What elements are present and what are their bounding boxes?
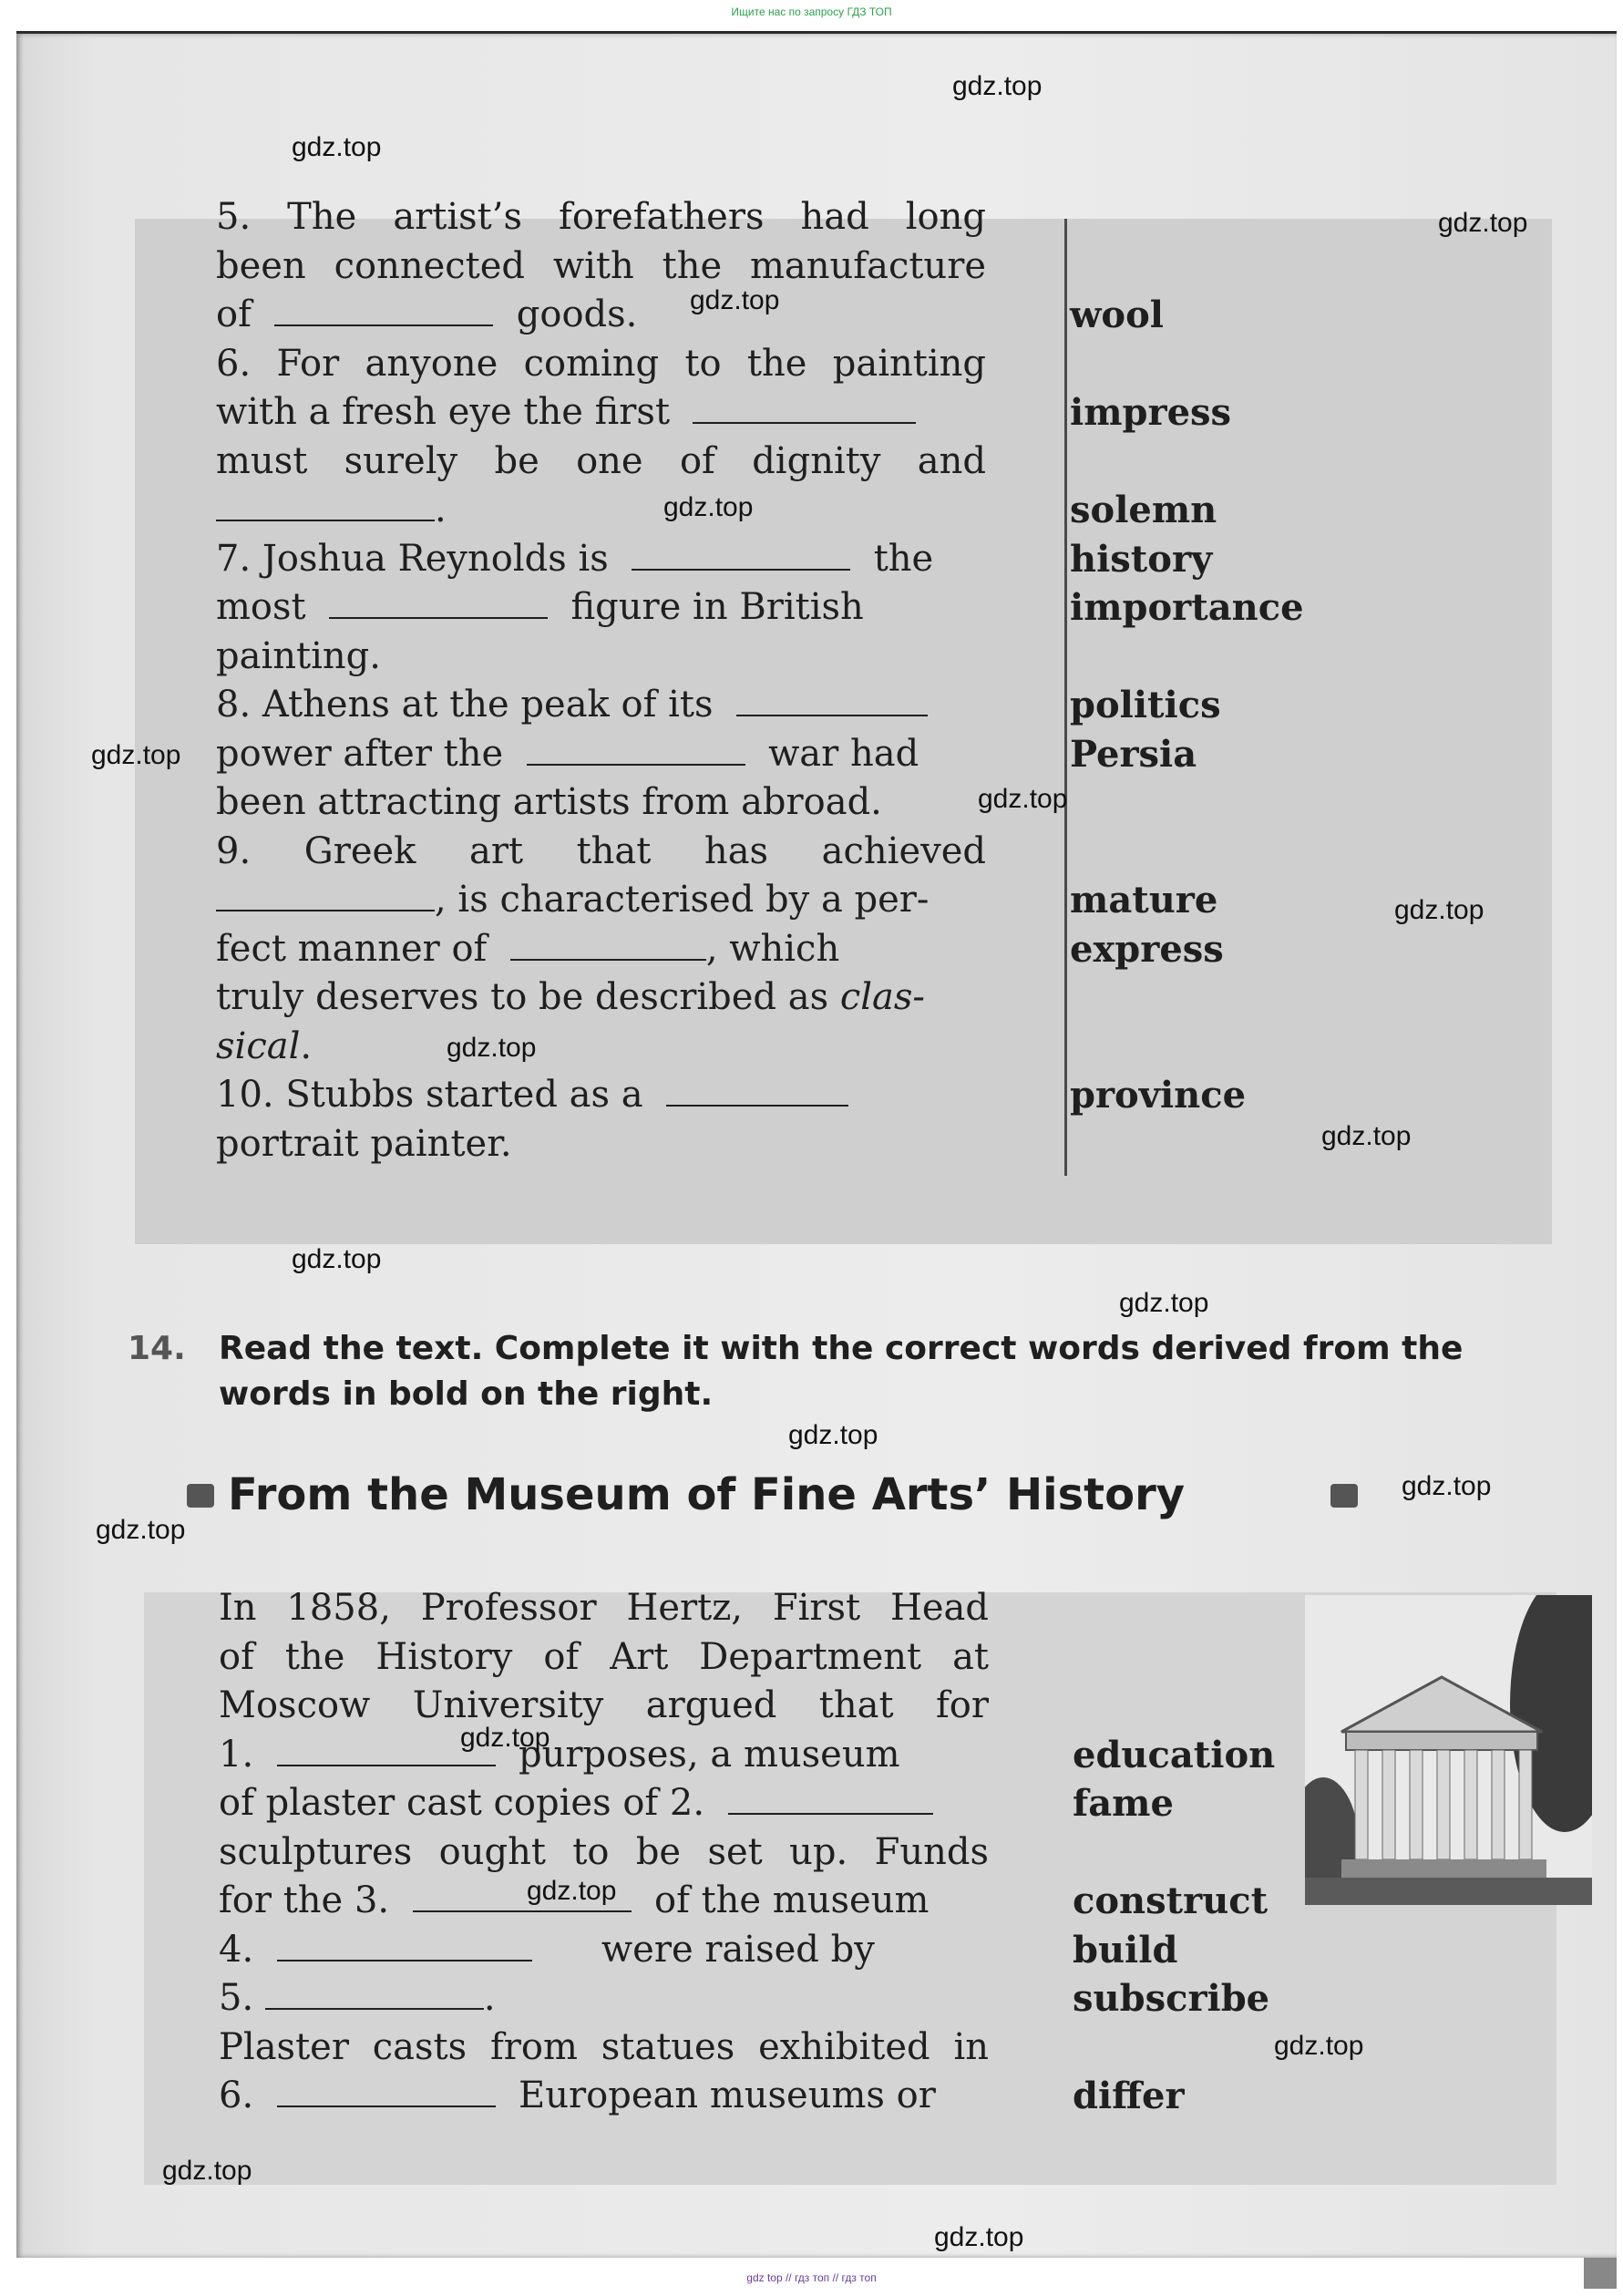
text-row [219,2072,1586,2121]
row-text [219,1779,989,1828]
exercise-row [216,1023,1583,1072]
text-row [219,1828,1586,1878]
row-text [219,1926,989,1975]
base-word: Persia [1070,732,1197,776]
text-before-blank: of plaster cast copies of 2. [219,1782,705,1824]
base-word: wool [1070,293,1164,336]
exercise-row [216,876,1583,925]
watermark: gdz.top [1274,2031,1364,2061]
answer-blank[interactable] [666,1072,848,1107]
task-number: 14. [128,1330,186,1367]
answer-blank[interactable] [216,877,435,911]
exercise-row [216,681,1583,730]
text-after-blank: of the museum [653,1879,930,1921]
text-after-blank: , which [705,927,840,970]
exercise-row [216,340,1583,389]
watermark: gdz.top [1394,895,1484,925]
text-row [219,1779,1586,1828]
row-text [216,925,986,974]
base-word: subscribe [1073,1977,1270,2020]
base-word: politics [1070,684,1221,726]
text-before-blank: with a fresh eye the first [216,391,671,433]
row-text: In 1858, Professor Hertz, First Head [219,1587,989,1629]
row-text [216,535,986,584]
text-after-blank: . [483,1977,496,2019]
text-before-blank: most [216,586,306,628]
row-text: Plaster casts from statues exhibited in [219,2025,989,2068]
base-word: construct [1073,1879,1269,1922]
answer-blank[interactable] [510,926,706,961]
watermark: gdz.top [162,2156,252,2186]
text-after-blank: . [435,489,447,530]
answer-blank[interactable] [693,389,916,424]
watermark: gdz.top [527,1876,617,1906]
row-text [216,291,986,340]
exercise-row [216,438,1583,487]
text-after-blank: war had [768,732,919,775]
row-text [216,1023,986,1072]
text-before-blank: for the 3. [219,1879,390,1921]
text-before-blank: 1. [219,1733,254,1776]
base-word: education [1073,1733,1276,1776]
watermark: gdz.top [663,492,754,522]
answer-blank[interactable] [736,682,928,716]
answer-blank[interactable] [277,1927,532,1961]
base-word: express [1070,927,1224,971]
exercise-row [216,193,1583,242]
watermark: gdz.top [978,784,1068,814]
watermark: gdz.top [952,71,1043,101]
text-row [219,1584,1586,1633]
row-text: 9. Greek art that has achieved [216,829,986,872]
exercise-13-list [216,193,1583,1169]
exercise-row [216,583,1583,633]
text-title-block [228,1467,1412,1522]
watermark: gdz.top [1402,1471,1492,1501]
text-after-blank: the [873,537,934,580]
watermark: gdz.top [292,1244,382,1274]
answer-blank[interactable] [329,584,548,619]
text-before-blank: fect manner of [216,927,488,970]
base-word: province [1070,1074,1247,1117]
base-word: build [1073,1928,1178,1972]
text-before-blank: 5. [219,1977,254,2019]
watermark: gdz.top [1438,208,1528,238]
exercise-row [216,291,1583,340]
base-word: solemn [1070,489,1217,531]
row-text: portrait painter. [216,1122,512,1165]
text-after-blank: , is characterised by a per- [435,879,930,921]
row-text-main: truly deserves to be described as [216,976,829,1018]
text-row [219,1974,1586,2023]
row-text [219,2072,989,2121]
square-bullet-icon [1330,1484,1358,1508]
text-row [219,1633,1586,1683]
row-text [216,486,986,535]
row-text: sculptures ought to be set up. Funds [219,1830,989,1873]
text-row [219,1682,1586,1731]
square-bullet-icon [187,1484,214,1508]
text-before-blank: 10. Stubbs started as a [216,1074,643,1116]
answer-blank[interactable] [274,292,493,326]
exercise-row [216,778,1583,828]
base-word: history [1070,537,1213,581]
answer-blank[interactable] [728,1780,933,1815]
watermark: gdz.top [96,1515,186,1545]
row-text: must surely be one of dignity and [216,439,986,482]
watermark: gdz.top [292,132,382,162]
text-after-blank: goods. [516,293,638,335]
text-before-blank: 7. Joshua Reynolds is [216,537,609,580]
exercise-row [216,486,1583,535]
row-text [219,1731,989,1780]
exercise-row [216,1071,1583,1120]
text-before-blank: of [216,293,252,335]
base-word: differ [1073,2075,1185,2117]
answer-blank[interactable] [632,536,850,571]
exercise-row [216,242,1583,292]
row-text [219,1974,989,2023]
answer-blank[interactable] [265,1975,484,2010]
row-text: Moscow University argued that for [219,1684,989,1726]
text-title: From the Museum of Fine Arts’ History [228,1469,1186,1520]
row-text [216,730,986,779]
text-row [219,1877,1586,1926]
task-instruction: Read the text. Complete it with the correct words derived from the words in bold on the right. [219,1330,1464,1413]
exercise-row [216,828,1583,877]
row-text: of the History of Art Department at [219,1635,989,1678]
row-text: been attracting artists from abroad. [216,781,882,823]
watermark: gdz.top [447,1033,537,1063]
row-text [216,681,986,730]
base-word: impress [1070,391,1232,434]
exercise-row [216,730,1583,779]
watermark: gdz.top [91,740,181,770]
exercise-row [216,925,1583,974]
text-before-blank: 4. [219,1928,254,1971]
answer-blank[interactable] [277,2073,496,2107]
watermark: gdz.top [1119,1288,1209,1318]
italic-word: clas- [839,976,925,1018]
text-after-blank: purposes, a museum [519,1733,900,1776]
watermark: gdz.top [1321,1121,1412,1151]
base-word: fame [1073,1782,1174,1825]
row-text: been connected with the manufacture [216,244,986,287]
exercise-row [216,535,1583,584]
row-text: painting. [216,634,381,677]
footer-note: gdz top // гдз топ // гдз топ [746,2271,877,2284]
header-note: Ищите нас по запросу ГДЗ ТОП [731,5,892,18]
row-text [216,388,986,438]
text-14-list [219,1584,1586,2121]
text-row [219,1731,1586,1780]
base-word: mature [1070,879,1218,921]
exercise-row [216,388,1583,438]
exercise-row [216,633,1583,682]
row-text: 6. For anyone coming to the painting [216,342,986,385]
watermark: gdz.top [690,285,780,315]
watermark: gdz.top [934,2222,1024,2252]
text-before-blank: 8. Athens at the peak of its [216,684,714,726]
row-text [216,583,986,633]
row-text [216,973,986,1023]
text-after-blank: figure in British [570,586,864,628]
row-tail: . [300,1024,313,1067]
text-before-blank: 6. [219,2075,254,2116]
italic-word: sical [216,1024,301,1067]
row-text [216,1071,986,1120]
base-word: importance [1070,586,1304,629]
row-text: 5. The artist’s forefathers had long [216,196,986,238]
answer-blank[interactable] [216,487,435,521]
exercise-row [216,973,1583,1023]
answer-blank[interactable] [527,731,745,766]
text-before-blank: power after the [216,732,504,775]
text-after-blank: were raised by [601,1928,875,1971]
text-row [219,2023,1586,2073]
row-text [216,876,986,925]
watermark: gdz.top [788,1420,878,1450]
text-row [219,1926,1586,1975]
text-after-blank: European museums or [519,2075,936,2116]
watermark: gdz.top [460,1723,550,1753]
